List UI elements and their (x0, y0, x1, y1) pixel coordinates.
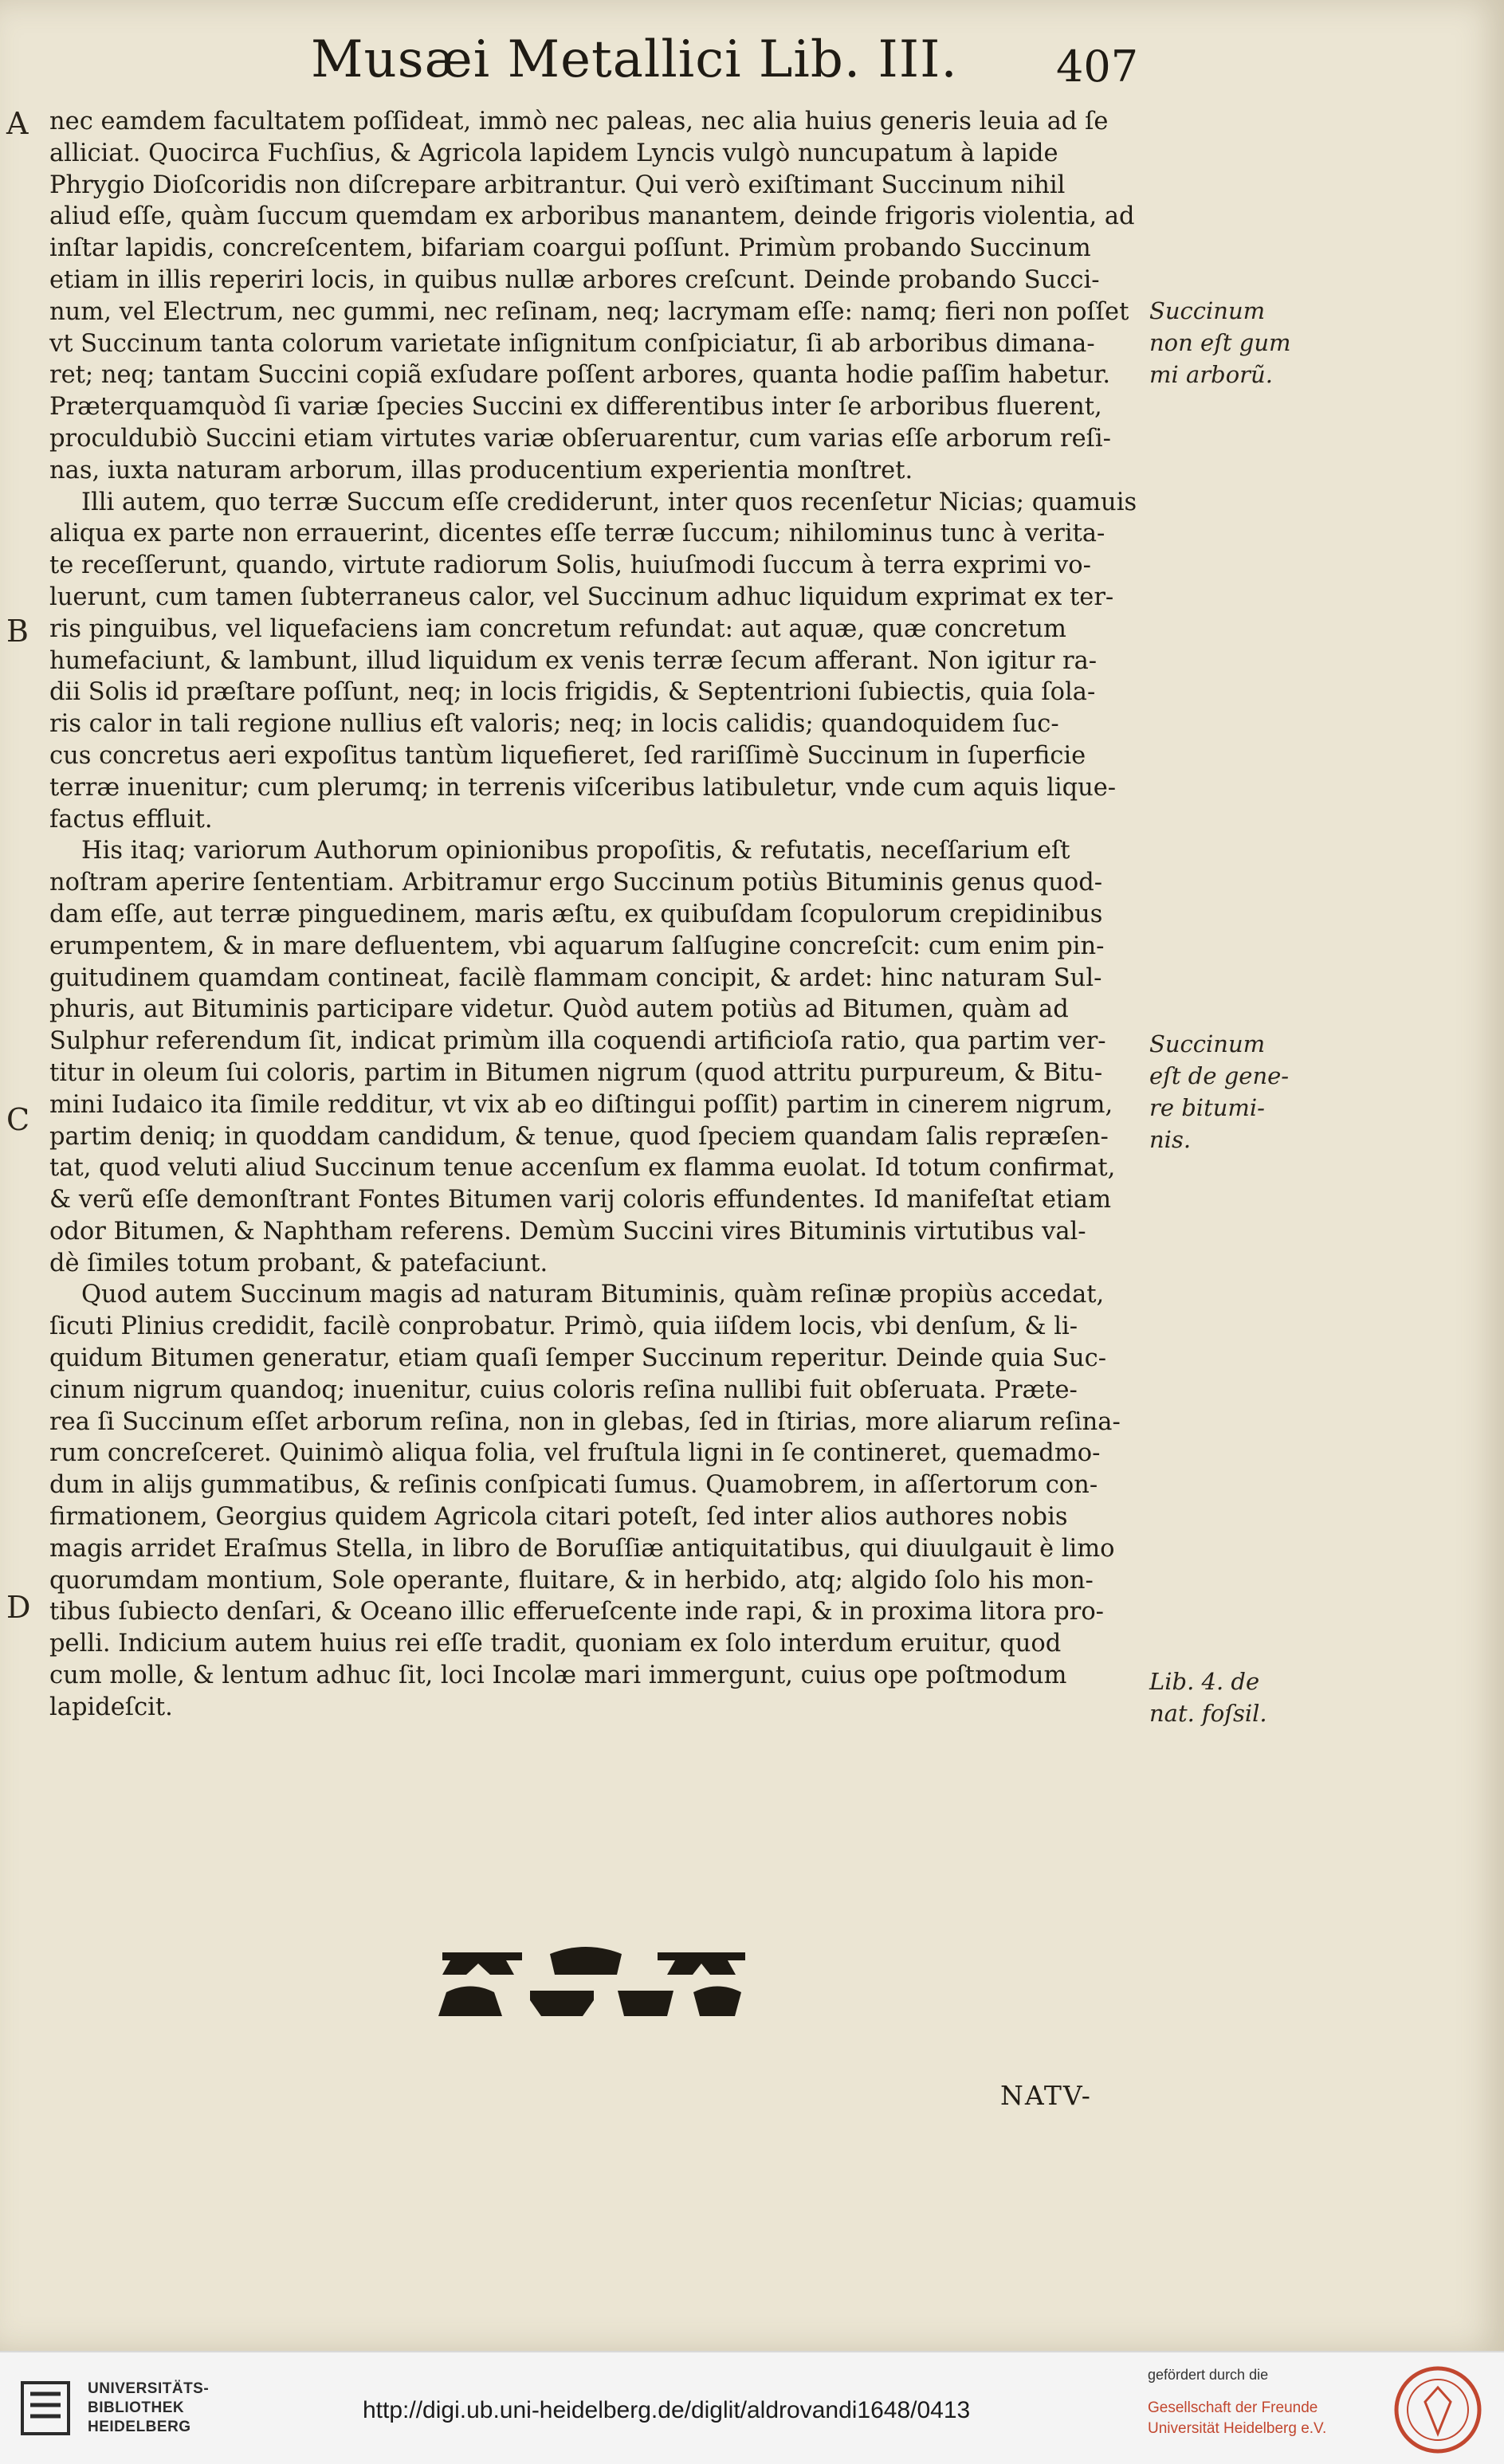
text-line: cinum nigrum quandoq; inuenitur, cuius coloris reſina nullibi fuit obſeruata. Præte- (49, 1375, 1078, 1404)
text-line: partim deniq; in quoddam candidum, & tenue, quod ſpeciem quandam ſalis repræſen- (49, 1122, 1109, 1151)
side-note-line: nis. (1149, 1126, 1192, 1153)
side-note-line: non eſt gum (1149, 329, 1291, 356)
text-line: cum molle, & lentum adhuc ſit, loci Incolæ mari immergunt, cuius ope poſtmodum (49, 1662, 1067, 1690)
library-name (88, 2380, 209, 2437)
ornament-fleurons (438, 1947, 745, 2016)
university-library-logo-icon (18, 2375, 73, 2438)
running-head (0, 22, 1504, 110)
university-seal-icon (1393, 2365, 1482, 2454)
side-note-line: Lib. 4. de (1149, 1668, 1260, 1695)
library-name-line: HEIDELBERG (88, 2419, 191, 2435)
text-line: noſtram aperire ſententiam. Arbitramur ergo Succinum potiùs Bituminis genus quod- (49, 869, 1103, 897)
viewer-footer (0, 2351, 1504, 2464)
printers-ornament (430, 1944, 757, 2032)
text-line: factus effluit. (49, 805, 213, 834)
text-line (49, 1724, 1181, 1756)
text-line: vt Succinum tanta colorum varietate inſignitum conſpiciatur, ſi ab arboribus dimana- (49, 329, 1095, 358)
side-note-succinum-non-gummi (1149, 295, 1309, 390)
sponsor-name-line: Gesellschaft der Freunde (1148, 2399, 1318, 2416)
text-line: aliqua ex parte non errauerint, dicentes eſſe terræ ſuccum; nihilominus tunc à verita- (49, 520, 1105, 548)
text-line: Sulphur referendum ſit, indicat primùm illa coquendi artificioſa ratio, qua partim ver- (49, 1027, 1106, 1056)
page-title: Musæi Metallici Lib. III. (311, 30, 958, 89)
text-line: tibus ſubiecto denſari, & Oceano illic efferueſcente inde rapi, & in proxima litora pro- (49, 1598, 1104, 1626)
text-line: lapideſcit. (49, 1693, 173, 1721)
body-text (49, 106, 1181, 1755)
sponsor-label: gefördert durch die (1148, 2367, 1269, 2383)
side-note-line: mi arborũ. (1149, 361, 1273, 388)
side-note-line: nat. foſsil. (1149, 1700, 1267, 1727)
text-line: firmationem, Georgius quidem Agricola citari poteſt, ſed inter alios authores nobis (49, 1503, 1068, 1532)
text-line: ris calor in tali regione nullius eſt valoris; neq; in locis calidis; quandoquidem ſuc- (49, 710, 1059, 739)
sponsor-name (1148, 2398, 1371, 2439)
text-line: pelli. Indicium autem huius rei eſſe tradit, quoniam ex ſolo interdum eruitur, quod (49, 1630, 1062, 1658)
text-line: mini Iudaico ita ſimile redditur, vt vix ab eo diſtingui poſſit) partim in cinerem nigrum, (49, 1090, 1113, 1119)
text-line: te receſſerunt, quando, virtute radiorum Solis, huiuſmodi ſuccum à terra exprimi vo- (49, 551, 1091, 580)
text-line: erumpentem, & in mare defluentem, vbi aquarum ſalſugine concreſcit: cum enim pin- (49, 932, 1105, 960)
text-line: ſicuti Plinius credidit, facilè conprobatur. Primò, quia iiſdem locis, vbi denſum, & li- (49, 1312, 1078, 1341)
text-line: Quod autem Succinum magis ad naturam Bituminis, quàm reſinæ propiùs accedat, (81, 1281, 1105, 1309)
text-line: odor Bitumen, & Naphtham referens. Demùm Succini vires Bituminis virtutibus val- (49, 1217, 1086, 1246)
margin-marker-d: D (6, 1590, 31, 1625)
text-line: magis arridet Eraſmus Stella, in libro de Boruſſiæ antiquitatibus, qui diuulgauit è limo (49, 1534, 1115, 1563)
library-name-line: BIBLIOTHEK (88, 2399, 185, 2416)
text-line: ret; neq; tantam Succini copiã exſudare poſſent arbores, quanta hodie paſſim habetur. (49, 361, 1111, 390)
text-line: dam eſſe, aut terræ pinguedinem, maris æſtu, ex quibuſdam ſcopulorum crepidinibus (49, 900, 1103, 928)
text-line: rum concreſceret. Quinimò aliqua folia, vel fruſtula ligni in ſe contineret, quemadmo- (49, 1439, 1101, 1468)
text-line: Illi autem, quo terræ Succum eſſe crediderunt, inter quos recenſetur Nicias; quamuis (81, 488, 1137, 516)
text-line: humefaciunt, & lambunt, illud liquidum ex venis terræ ſecum afferant. Non igitur ra- (49, 646, 1098, 675)
catchword: NATV- (1000, 2080, 1092, 2111)
text-line: etiam in illis reperiri locis, in quibus nullæ arbores creſcunt. Deinde probando Succi- (49, 265, 1100, 294)
margin-marker-c: C (6, 1102, 30, 1137)
side-note-lib-4 (1149, 1666, 1309, 1729)
text-line: nec eamdem facultatem poſſideat, immò nec paleas, nec alia huius generis leuia ad ſe (49, 108, 1109, 135)
text-line: luerunt, cum tamen ſubterraneus calor, vel Succinum adhuc liquidum exprimat ex ter- (49, 583, 1114, 611)
side-note-line: eſt de gene- (1149, 1062, 1290, 1089)
text-line: His itaq; variorum Authorum opinionibus propoſitis, & refutatis, neceſſarium eſt (81, 837, 1070, 865)
library-name-line: UNIVERSITÄTS- (88, 2380, 210, 2397)
sponsor-name-line: Universität Heidelberg e.V. (1148, 2420, 1327, 2437)
text-line: tat, quod veluti aliud Succinum tenue accenſum ex flamma euolat. Id totum confirmat, (49, 1154, 1116, 1183)
side-note-succinum-bitumen (1149, 1028, 1309, 1155)
text-line: ris pinguibus, vel liquefaciens iam concretum refundat: aut aquæ, quæ concretum (49, 614, 1066, 643)
text-line: & verũ eſſe demonſtrant Fontes Bitumen varij coloris effundentes. Id manifeſtat etiam (49, 1186, 1112, 1214)
text-line: cus concretus aeri expoſitus tantùm liquefieret, ſed rariſſimè Succinum in ſuperficie (49, 741, 1086, 770)
margin-marker-a: A (6, 106, 29, 141)
text-line: inſtar lapidis, concreſcentem, bifariam coargui poſſunt. Primùm probando Succinum (49, 234, 1091, 263)
text-line: nas, iuxta naturam arborum, illas producentium experientia monſtret. (49, 456, 913, 485)
text-line: num, vel Electrum, nec gummi, nec reſinam, neq; lacrymam eſſe: namq; fieri non poſſet (49, 297, 1129, 326)
text-line: Præterquamquòd ſi variæ ſpecies Succini ex differentibus inter ſe arboribus fluerent, (49, 393, 1102, 422)
page-number: 407 (1056, 41, 1139, 92)
side-note-line: re bitumi- (1149, 1094, 1265, 1121)
text-line: aliud eſſe, quàm ſuccum quemdam ex arboribus manantem, deinde frigoris violentia, ad (49, 202, 1135, 231)
text-line: rea ſi Succinum eſſet arborum reſina, non in glebas, ſed in ſtirias, more aliarum reſina- (49, 1407, 1121, 1436)
text-line: quidum Bitumen generatur, etiam quaſi ſemper Succinum reperitur. Deinde quia Suc- (49, 1344, 1107, 1373)
text-line: guitudinem quamdam contineat, facilè flammam concipit, & ardet: hinc naturam Sul- (49, 963, 1102, 992)
text-line: dè ſimiles totum probant, & patefaciunt. (49, 1249, 548, 1277)
text-line: alliciat. Quocirca Fuchſius, & Agricola lapidem Lyncis vulgò nuncupatum à lapide (49, 139, 1058, 167)
side-note-line: Succinum (1149, 297, 1266, 324)
text-line: Phrygio Dioſcoridis non diſcrepare arbitrantur. Qui verò exiſtimant Succinum nihil (49, 171, 1066, 199)
text-line: phuris, aut Bituminis participare videtur. Quòd autem potiùs ad Bitumen, quàm ad (49, 995, 1069, 1024)
text-line: titur in oleum ſui coloris, partim in Bitumen nigrum (quod attritu purpureum, & Bitu- (49, 1058, 1103, 1087)
text-line: dum in alijs gummatibus, & reſinis conſpicati ſumus. Quamobrem, in aſſertorum con- (49, 1471, 1098, 1500)
text-line: quorumdam montium, Sole operante, fluitare, & in herbido, atq; algido ſolo his mon- (49, 1566, 1094, 1595)
text-line: proculdubiò Succini etiam virtutes variæ obſeruarentur, cum varias eſſe arborum reſi- (49, 424, 1111, 453)
side-note-line: Succinum (1149, 1030, 1266, 1057)
text-line: terræ inuenitur; cum plerumq; in terrenis viſceribus latibuletur, vnde cum aquis lique- (49, 773, 1117, 802)
permalink-url[interactable]: http://digi.ub.uni-heidelberg.de/diglit/aldrovandi1648/0413 (363, 2397, 971, 2423)
margin-marker-b: B (6, 614, 29, 649)
sponsor-block (1148, 2367, 1371, 2439)
text-line: dii Solis id præſtare poſſunt, neq; in locis frigidis, & Septentrioni ſubiectis, quia ſola- (49, 678, 1096, 707)
